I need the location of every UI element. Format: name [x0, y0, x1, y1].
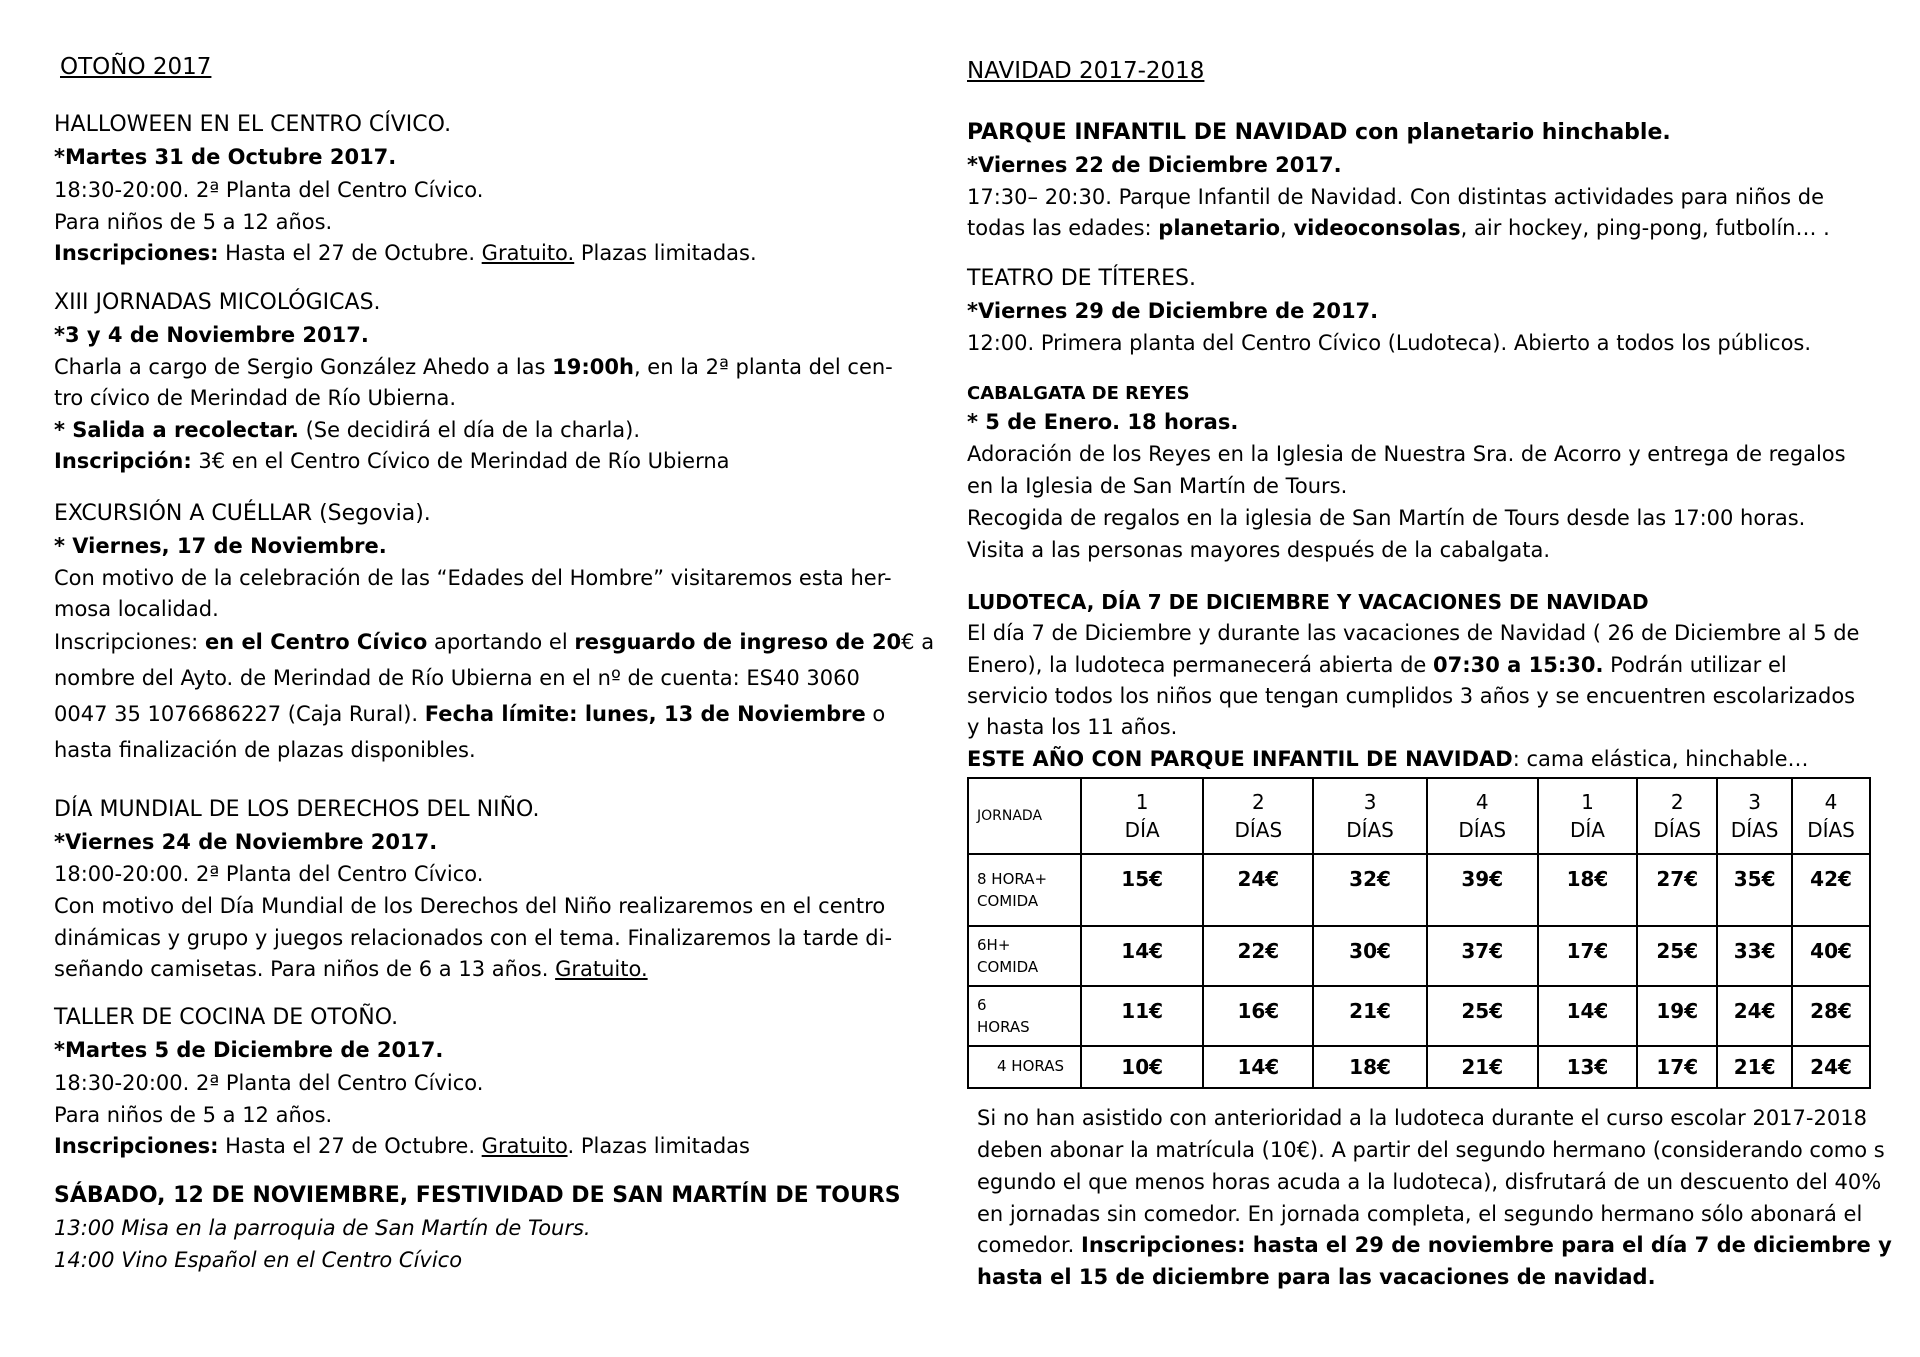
puppets-date: *Viernes 29 de Diciembre de 2017. [967, 299, 1379, 323]
puppets-text: 12:00. Primera planta del Centro Cívico (Ludoteca). Abierto a todos los públicos. [967, 331, 1812, 355]
excursion-text-3 [54, 628, 934, 656]
row-label-line-2: COMIDA [977, 958, 1039, 976]
price-cell: 42€ [1792, 854, 1870, 926]
san-martin-mass: 13:00 Misa en la parroquia de San Martín de Tours. [54, 1216, 591, 1240]
price-row [968, 986, 1870, 1046]
price-header-cell [1313, 778, 1427, 854]
halloween-heading: HALLOWEEN EN EL CENTRO CÍVICO. [54, 112, 452, 137]
price-row [968, 1046, 1870, 1088]
enrollment-text-5a: comedor. [977, 1233, 1082, 1257]
price-row-label [968, 1046, 1081, 1088]
rights-free: Gratuito. [555, 957, 648, 981]
mycology-text-1 [54, 353, 893, 381]
excursion-text-4: nombre del Ayto. de Merindad de Río Ubierna en el nº de cuenta: ES40 3060 [54, 666, 860, 690]
price-cell: 21€ [1717, 1046, 1792, 1088]
price-row [968, 854, 1870, 926]
halloween-registration-label: Inscripciones: [54, 241, 219, 265]
excursion-text-5c: o [865, 702, 886, 726]
excursion-text-3d: resguardo de ingreso de 20 [574, 630, 902, 654]
excursion-text-3b: en el Centro Cívico [204, 630, 428, 654]
playroom-text-3: servicio todos los niños que tengan cumplidos 3 años y se encuentren escolarizados [967, 684, 1856, 708]
rights-time: 18:00-20:00. 2ª Planta del Centro Cívico. [54, 862, 484, 886]
excursion-text-5a: 0047 35 1076686227 (Caja Rural). [54, 702, 425, 726]
enrollment-text-5 [977, 1231, 1892, 1259]
price-table-corner: JORNADA [968, 778, 1081, 854]
row-label-line-1: 6 [977, 996, 987, 1014]
playroom-text-2 [967, 651, 1787, 679]
excursion-text-1: Con motivo de la celebración de las “Edades del Hombre” visitaremos esta her- [54, 566, 892, 590]
mycology-text-1c: , en la 2ª planta del cen- [633, 355, 893, 379]
enrollment-deadline-1: Inscripciones: hasta el 29 de noviembre para el día 7 de diciembre y [1081, 1233, 1892, 1257]
playroom-text-2c: Podrán utilizar el [1603, 653, 1787, 677]
header-count: 4 [1475, 790, 1489, 814]
row-label-line-1: 6H+ [977, 936, 1011, 954]
price-cell: 22€ [1203, 926, 1313, 986]
header-count: 4 [1824, 790, 1838, 814]
enrollment-text-4: en jornadas sin comedor. En jornada completa, el segundo hermano sólo abonará el [977, 1202, 1863, 1226]
header-unit: DÍAS [1807, 818, 1855, 842]
header-unit: DÍAS [1653, 818, 1702, 842]
price-cell: 25€ [1427, 986, 1538, 1046]
price-cell: 18€ [1313, 1046, 1427, 1088]
price-cell: 28€ [1792, 986, 1870, 1046]
price-cell: 21€ [1427, 1046, 1538, 1088]
price-cell: 40€ [1792, 926, 1870, 986]
playroom-park-items: : cama elástica, hinchable… [1512, 747, 1809, 771]
price-cell: 17€ [1637, 1046, 1717, 1088]
cooking-limited: . Plazas limitadas [567, 1134, 750, 1158]
price-cell: 37€ [1427, 926, 1538, 986]
price-header-cell [1717, 778, 1792, 854]
parade-text-1: Adoración de los Reyes en la Iglesia de Nuestra Sra. de Acorro y entrega de regalos [967, 442, 1846, 466]
cooking-registration-deadline: Hasta el 27 de Octubre. [218, 1134, 482, 1158]
excursion-text-5 [54, 700, 885, 728]
header-unit: DÍAS [1346, 818, 1394, 842]
rights-text-3a: señando camisetas. Para niños de 6 a 13 años. [54, 957, 556, 981]
playroom-text-1: El día 7 de Diciembre y durante las vacaciones de Navidad ( 26 de Diciembre al 5 de [967, 621, 1860, 645]
header-count: 2 [1251, 790, 1265, 814]
halloween-registration-deadline: Hasta el 27 de Octubre. [218, 241, 482, 265]
price-cell: 25€ [1637, 926, 1717, 986]
price-cell: 11€ [1081, 986, 1204, 1046]
row-label-line-2: HORAS [977, 1018, 1030, 1036]
excursion-text-3e: € a [901, 630, 935, 654]
parade-text-4: Visita a las personas mayores después de la cabalgata. [967, 538, 1551, 562]
excursion-text-3c: aportando el [427, 630, 575, 654]
price-table-header [968, 778, 1870, 854]
puppets-heading: TEATRO DE TÍTERES. [967, 266, 1196, 291]
cooking-ages: Para niños de 5 a 12 años. [54, 1103, 333, 1127]
enrollment-deadline-2: hasta el 15 de diciembre para las vacaciones de navidad. [977, 1265, 1656, 1289]
rights-text-3 [54, 955, 648, 983]
price-cell: 13€ [1538, 1046, 1638, 1088]
price-cell: 32€ [1313, 854, 1427, 926]
price-header-cell [1427, 778, 1538, 854]
price-cell: 24€ [1203, 854, 1313, 926]
park-text-1: 17:30– 20:30. Parque Infantil de Navidad. Con distintas actividades para niños de [967, 185, 1825, 209]
playroom-park-announcement: ESTE AÑO CON PARQUE INFANTIL DE NAVIDAD [967, 747, 1513, 771]
mycology-registration [54, 447, 730, 475]
san-martin-heading: SÁBADO, 12 DE NOVIEMBRE, FESTIVIDAD DE SAN MARTÍN DE TOURS [54, 1183, 901, 1208]
price-cell: 15€ [1081, 854, 1204, 926]
park-comma: , [1280, 216, 1294, 240]
price-cell: 35€ [1717, 854, 1792, 926]
price-row-label [968, 986, 1081, 1046]
price-table [967, 777, 1871, 1089]
price-cell: 30€ [1313, 926, 1427, 986]
price-header-cell [1203, 778, 1313, 854]
header-count: 1 [1135, 790, 1149, 814]
halloween-ages: Para niños de 5 a 12 años. [54, 210, 333, 234]
park-planetarium: planetario [1158, 216, 1281, 240]
excursion-text-6: hasta finalización de plazas disponibles. [54, 738, 476, 762]
mycology-heading: XIII JORNADAS MICOLÓGICAS. [54, 290, 381, 315]
row-label-line-1: 8 HORA+ [977, 870, 1048, 888]
park-videoconsoles: videoconsolas [1293, 216, 1461, 240]
price-cell: 10€ [1081, 1046, 1204, 1088]
enrollment-text-1: Si no han asistido con anterioridad a la ludoteca durante el curso escolar 2017-2018 [977, 1106, 1867, 1130]
header-unit: DÍAS [1234, 818, 1283, 842]
parade-text-2: en la Iglesia de San Martín de Tours. [967, 474, 1348, 498]
autumn-title: OTOÑO 2017 [60, 54, 212, 80]
price-row-label [968, 926, 1081, 986]
cooking-free: Gratuito [481, 1134, 568, 1158]
excursion-text-3a: Inscripciones: [54, 630, 205, 654]
cooking-registration-label: Inscripciones: [54, 1134, 219, 1158]
price-row-label [968, 854, 1081, 926]
header-count: 2 [1670, 790, 1684, 814]
mycology-talk-time: 19:00h [552, 355, 634, 379]
price-header-cell [1538, 778, 1638, 854]
price-cell: 14€ [1203, 1046, 1313, 1088]
price-cell: 14€ [1081, 926, 1204, 986]
parade-date: * 5 de Enero. 18 horas. [967, 410, 1239, 434]
mycology-text-2: tro cívico de Merindad de Río Ubierna. [54, 386, 457, 410]
park-date: *Viernes 22 de Diciembre 2017. [967, 153, 1342, 177]
header-unit: DÍA [1124, 818, 1160, 842]
header-count: 3 [1748, 790, 1761, 814]
header-unit: DÍAS [1458, 818, 1507, 842]
price-cell: 39€ [1427, 854, 1538, 926]
playroom-text-4: y hasta los 11 años. [967, 715, 1178, 739]
price-header-cell [1792, 778, 1870, 854]
price-header-cell [1637, 778, 1717, 854]
christmas-title: NAVIDAD 2017-2018 [967, 58, 1205, 84]
playroom-heading: LUDOTECA, DÍA 7 DE DICIEMBRE Y VACACIONES DE NAVIDAD [967, 590, 1649, 614]
mycology-outing: * Salida a recolectar. [54, 418, 299, 442]
price-cell: 18€ [1538, 854, 1638, 926]
excursion-text-2: mosa localidad. [54, 597, 219, 621]
halloween-registration [54, 239, 757, 267]
price-cell: 17€ [1538, 926, 1638, 986]
header-unit: DÍAS [1730, 818, 1779, 842]
cooking-heading: TALLER DE COCINA DE OTOÑO. [54, 1005, 399, 1030]
header-unit: DÍA [1569, 818, 1605, 842]
parade-text-3: Recogida de regalos en la iglesia de San Martín de Tours desde las 17:00 horas. [967, 506, 1806, 530]
price-cell: 24€ [1792, 1046, 1870, 1088]
mycology-outing-note: (Se decidirá el día de la charla). [298, 418, 641, 442]
park-text-2 [967, 214, 1830, 242]
mycology-registration-label: Inscripción: [54, 449, 192, 473]
mycology-date: *3 y 4 de Noviembre 2017. [54, 323, 369, 347]
cooking-time: 18:30-20:00. 2ª Planta del Centro Cívico. [54, 1071, 484, 1095]
park-heading: PARQUE INFANTIL DE NAVIDAD con planetario hinchable. [967, 120, 1671, 145]
rights-heading: DÍA MUNDIAL DE LOS DERECHOS DEL NIÑO. [54, 797, 540, 822]
price-header-cell [1081, 778, 1204, 854]
price-cell: 27€ [1637, 854, 1717, 926]
rights-date: *Viernes 24 de Noviembre 2017. [54, 830, 438, 854]
halloween-time: 18:30-20:00. 2ª Planta del Centro Cívico. [54, 178, 484, 202]
parade-heading: CABALGATA DE REYES [967, 383, 1190, 404]
excursion-date: * Viernes, 17 de Noviembre. [54, 534, 387, 558]
header-count: 3 [1363, 790, 1377, 814]
excursion-deadline: Fecha límite: lunes, 13 de Noviembre [424, 702, 866, 726]
park-text-2e: , air hockey, ping-pong, futbolín… . [1460, 216, 1830, 240]
price-cell: 33€ [1717, 926, 1792, 986]
playroom-text-5 [967, 745, 1809, 773]
mycology-registration-detail: 3€ en el Centro Cívico de Merindad de Río Ubierna [191, 449, 730, 473]
price-cell: 14€ [1538, 986, 1638, 1046]
halloween-free: Gratuito. [481, 241, 575, 265]
halloween-limited: Plazas limitadas. [574, 241, 757, 265]
rights-text-2: dinámicas y grupo y juegos relacionados con el tema. Finalizaremos la tarde di- [54, 926, 893, 950]
playroom-text-2a: Enero), la ludoteca permanecerá abierta de [967, 653, 1434, 677]
cooking-registration [54, 1132, 750, 1160]
enrollment-text-3: egundo el que menos horas acuda a la ludoteca), disfrutará de un descuento del 40% [977, 1170, 1882, 1194]
mycology-text-3 [54, 416, 640, 444]
row-label-line-2: COMIDA [977, 892, 1039, 910]
header-count: 1 [1581, 790, 1594, 814]
excursion-heading: EXCURSIÓN A CUÉLLAR (Segovia). [54, 501, 431, 526]
mycology-text-1a: Charla a cargo de Sergio González Ahedo a las [54, 355, 553, 379]
price-cell: 16€ [1203, 986, 1313, 1046]
price-cell: 19€ [1637, 986, 1717, 1046]
price-cell: 24€ [1717, 986, 1792, 1046]
halloween-date: *Martes 31 de Octubre 2017. [54, 145, 397, 169]
row-label-line-1: 4 HORAS [997, 1057, 1064, 1075]
san-martin-wine: 14:00 Vino Español en el Centro Cívico [54, 1248, 463, 1272]
price-row [968, 926, 1870, 986]
playroom-hours: 07:30 a 15:30. [1433, 653, 1604, 677]
price-cell: 21€ [1313, 986, 1427, 1046]
rights-text-1: Con motivo del Día Mundial de los Derechos del Niño realizaremos en el centro [54, 894, 886, 918]
park-text-2a: todas las edades: [967, 216, 1159, 240]
cooking-date: *Martes 5 de Diciembre de 2017. [54, 1038, 444, 1062]
enrollment-text-2: deben abonar la matrícula (10€). A partir del segundo hermano (considerando como s [977, 1138, 1885, 1162]
